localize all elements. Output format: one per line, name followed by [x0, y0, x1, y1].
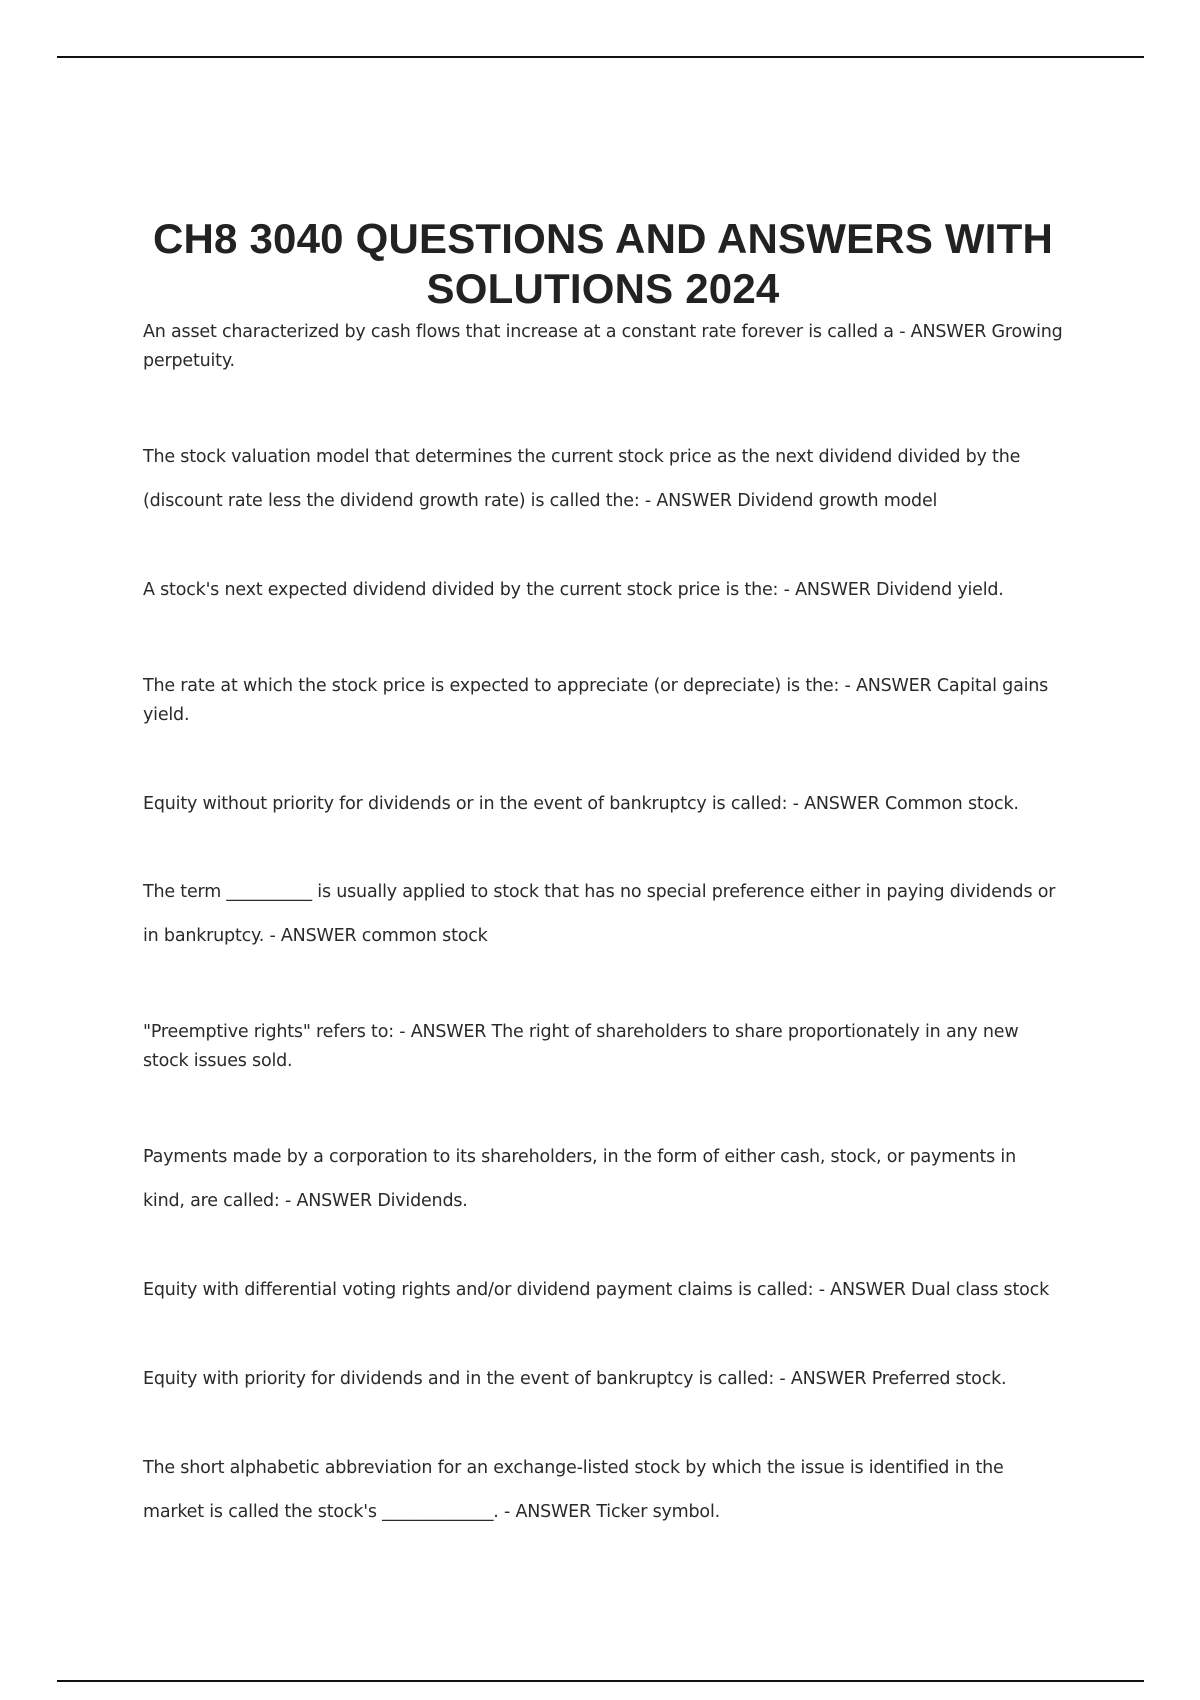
qa-item: The short alphabetic abbreviation for an exchange-listed stock by which the issue is identified in the market is called the stock's _____________. - ANSWER Ticker symbol.: [143, 1458, 1004, 1522]
qa-item: Equity with priority for dividends and in the event of bankruptcy is called: - ANSWER Preferred stock.: [143, 1369, 1007, 1389]
footer-rule: [57, 1680, 1144, 1682]
qa-item: "Preemptive rights" refers to: - ANSWER The right of shareholders to share proportionately in any new stock issues sold.: [143, 1022, 1019, 1071]
qa-item: A stock's next expected dividend divided by the current stock price is the: - ANSWER Dividend yield.: [143, 580, 1004, 600]
qa-list: [143, 318, 1063, 1534]
qa-item: The rate at which the stock price is expected to appreciate (or depreciate) is the: - ANSWER Capital gains yield.: [143, 676, 1049, 725]
document-body: [143, 214, 1063, 1534]
qa-item: Equity without priority for dividends or in the event of bankruptcy is called: - ANSWER Common stock.: [143, 794, 1019, 814]
qa-item: The term __________ is usually applied to stock that has no special preference either in paying dividends or in bankruptcy. - ANSWER common stock: [143, 882, 1056, 946]
document-title: CH8 3040 QUESTIONS AND ANSWERS WITH SOLUTIONS 2024: [152, 215, 1053, 312]
qa-item: Payments made by a corporation to its shareholders, in the form of either cash, stock, or payments in kind, are called: - ANSWER Dividends.: [143, 1147, 1016, 1211]
qa-item: Equity with differential voting rights and/or dividend payment claims is called: - ANSWER Dual class stock: [143, 1280, 1050, 1300]
qa-item: An asset characterized by cash flows that increase at a constant rate forever is called a - ANSWER Growing perpetuity.: [143, 322, 1063, 371]
qa-item: The stock valuation model that determines the current stock price as the next dividend divided by the (discount rate less the dividend growth rate) is called the: - ANSWER Dividend growth model: [143, 447, 1021, 511]
header-rule: [57, 56, 1144, 58]
